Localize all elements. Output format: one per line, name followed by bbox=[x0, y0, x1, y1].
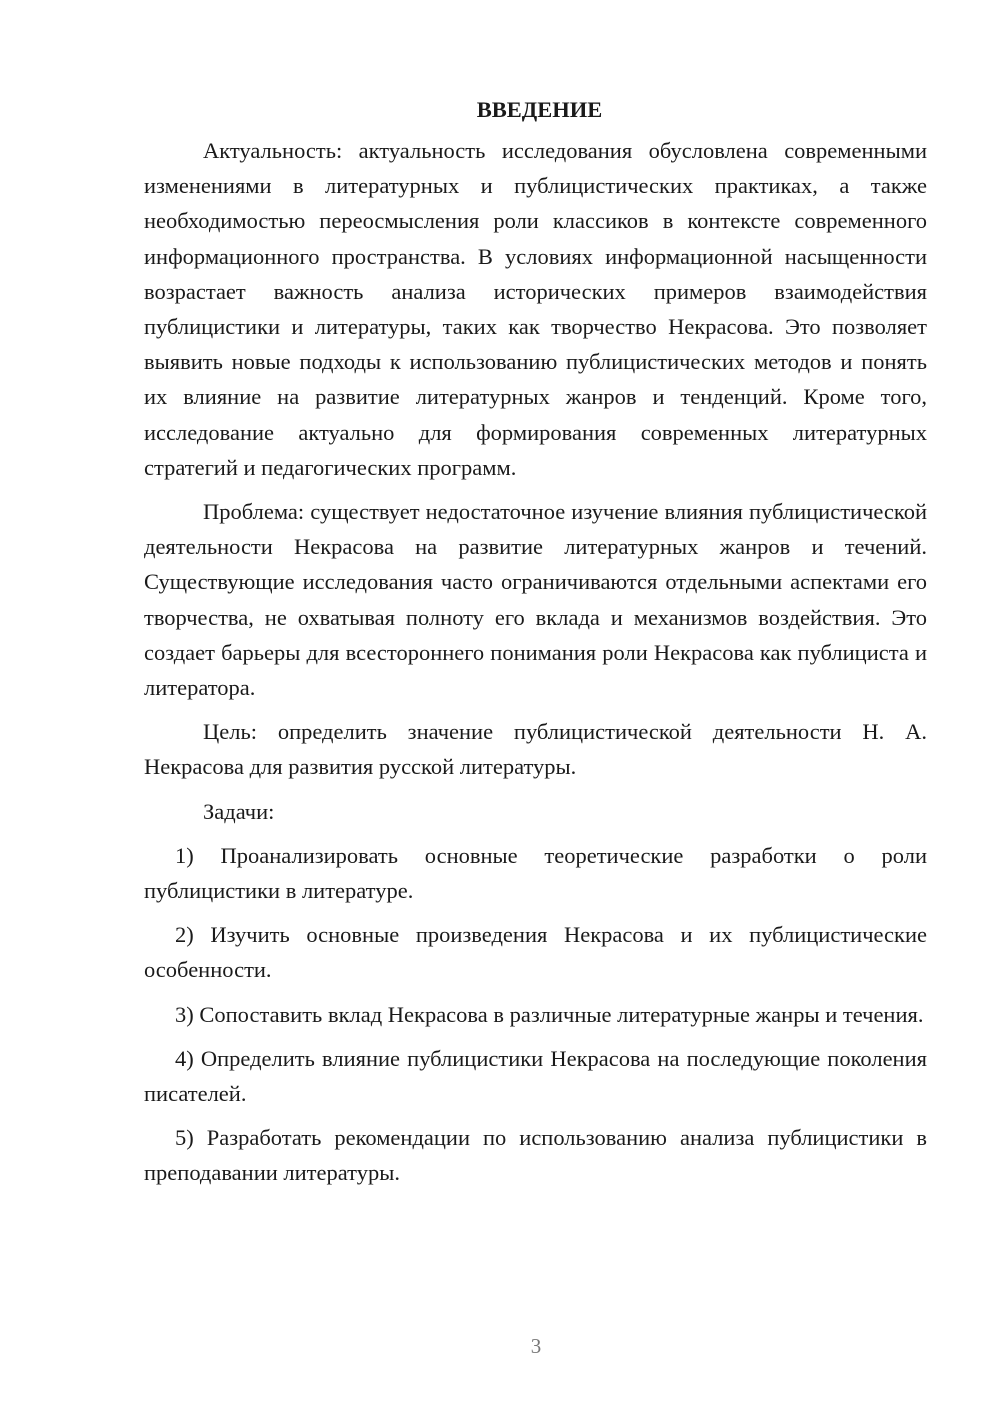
task-item-3: 3) Сопоставить вклад Некрасова в различные литературные жанры и течения. bbox=[175, 1001, 924, 1027]
task-item-5: 5) Разработать рекомендации по использованию анализа публицистики в преподавании литературы. bbox=[144, 1125, 927, 1186]
tasks-label: Задачи: bbox=[203, 798, 275, 824]
task-item-2: 2) Изучить основные произведения Некрасова и их публицистические особенности. bbox=[144, 922, 927, 983]
page-content bbox=[144, 92, 927, 1191]
goal-paragraph: Цель: определить значение публицистической деятельности Н. А. Некрасова для развития русской литературы. bbox=[144, 719, 927, 780]
page-number: 3 bbox=[530, 1334, 542, 1358]
relevance-paragraph: Актуальность: актуальность исследования обусловлена современными изменениями в литературных и публицистических практиках, а также необходимостью переосмысления роли классиков в контексте современного информационного пространства. В условиях информационной насыщенности возрастает важность анализа исторических примеров взаимодействия публицистики и литературы, таких как творчество Некрасова. Это позволяет выявить новые подходы к использованию публицистических методов и понять их влияние на развитие литературных жанров и тенденций. Кроме того, исследование актуально для формирования современных литературных стратегий и педагогических программ. bbox=[144, 138, 927, 480]
section-heading: ВВЕДЕНИЕ bbox=[476, 97, 603, 122]
problem-paragraph: Проблема: существует недостаточное изучение влияния публицистической деятельности Некрасова на развитие литературных жанров и течений. Существующие исследования часто ограничиваются отдельными аспектами его творчества, не охватывая полноту его вклада и механизмов воздействия. Это создает барьеры для всестороннего понимания роли Некрасова как публициста и литератора. bbox=[144, 499, 927, 701]
task-item-4: 4) Определить влияние публицистики Некрасова на последующие поколения писателей. bbox=[144, 1045, 927, 1107]
task-item-1: 1) Проанализировать основные теоретические разработки о роли публицистики в литературе. bbox=[144, 842, 927, 904]
